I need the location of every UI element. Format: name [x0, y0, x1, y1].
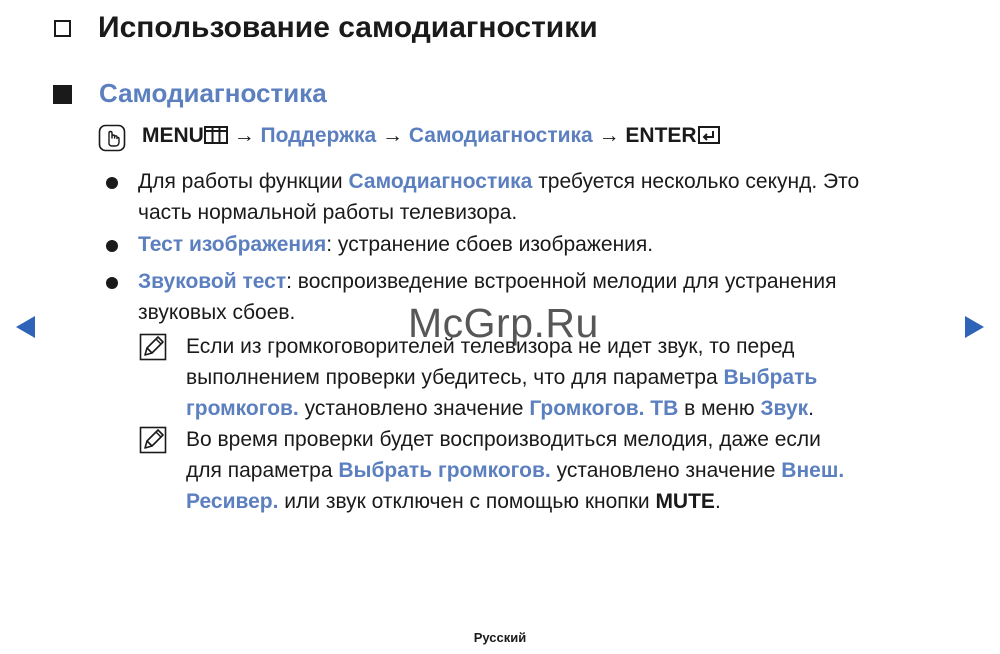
mute-label: MUTE: [655, 490, 715, 513]
list-item: [138, 229, 938, 260]
bullet-icon: [106, 277, 118, 289]
highlight-term: Громкогов. ТВ: [529, 397, 679, 420]
menu-support: Поддержка: [260, 124, 377, 147]
text-span: .: [808, 397, 814, 420]
menu-path: [142, 124, 721, 148]
note-pencil-icon: [139, 426, 167, 459]
note-block: [186, 424, 946, 517]
square-bullet-icon: [53, 85, 72, 104]
highlight-term: Самодиагностика: [348, 170, 533, 193]
highlight-term: Тест изображения: [138, 233, 327, 256]
watermark: McGrp.Ru: [408, 300, 599, 346]
highlight-term: громкогов.: [186, 397, 299, 420]
list-item: [138, 166, 938, 228]
highlight-term: Выбрать: [723, 366, 818, 389]
note-1-line-3: [186, 393, 946, 424]
menu-grid-icon: [204, 125, 228, 145]
text-span: .: [714, 490, 721, 513]
text-span: : устранение сбоев изображения.: [326, 233, 654, 256]
highlight-term: Звуковой тест: [138, 270, 287, 293]
bullet-1-line-1: [138, 166, 938, 197]
enter-label: ENTER: [625, 124, 697, 147]
text-span: в меню: [678, 397, 761, 420]
text-span: : воспроизведение встроенной мелодии для устранения: [286, 270, 837, 293]
remote-hand-icon: [98, 124, 126, 157]
note-2-line-1: Во время проверки будет воспроизводиться мелодия, даже если: [186, 428, 821, 451]
highlight-term: Внеш.: [781, 459, 845, 482]
bullet-2-line-1: [138, 229, 938, 260]
note-2-line-3: [186, 486, 946, 517]
highlight-term: Звук: [760, 397, 809, 420]
enter-icon: [697, 125, 721, 145]
text-span: Для работы функции: [138, 170, 349, 193]
section-title: Самодиагностика: [99, 78, 327, 108]
bullet-icon: [106, 240, 118, 252]
menu-self-diagnosis: Самодиагностика: [408, 124, 593, 147]
bullet-3-line-2: звуковых сбоев.: [138, 301, 296, 324]
highlight-term: Выбрать громкогов.: [338, 459, 551, 482]
menu-label: MENU: [142, 124, 204, 147]
arrow-1: →: [233, 124, 255, 147]
checkbox-icon: [54, 20, 71, 37]
note-pencil-icon: [139, 333, 167, 366]
prev-page-arrow-icon[interactable]: [16, 316, 35, 338]
text-span: требуется несколько секунд. Это: [532, 170, 860, 193]
text-span: установлено значение: [550, 459, 782, 482]
bullet-icon: [106, 177, 118, 189]
note-1-line-1: Если из громкоговорителей телевизора не идет звук, то перед: [186, 335, 795, 358]
arrow-3: →: [598, 124, 620, 147]
text-span: для параметра: [186, 459, 339, 482]
arrow-2: →: [382, 124, 403, 147]
note-2-line-2: [186, 455, 946, 486]
page-language-footer: Русский: [473, 630, 527, 645]
text-span: или звук отключен с помощью кнопки: [278, 490, 656, 513]
text-span: выполнением проверки убедитесь, что для параметра: [186, 366, 724, 389]
bullet-1-line-2: часть нормальной работы телевизора.: [138, 201, 518, 224]
highlight-term: Ресивер.: [186, 490, 279, 513]
bullet-3-line-1: [138, 266, 938, 297]
next-page-arrow-icon[interactable]: [965, 316, 984, 338]
text-span: установлено значение: [298, 397, 530, 420]
page-title: Использование самодиагностики: [98, 11, 598, 44]
note-1-line-2: [186, 362, 946, 393]
